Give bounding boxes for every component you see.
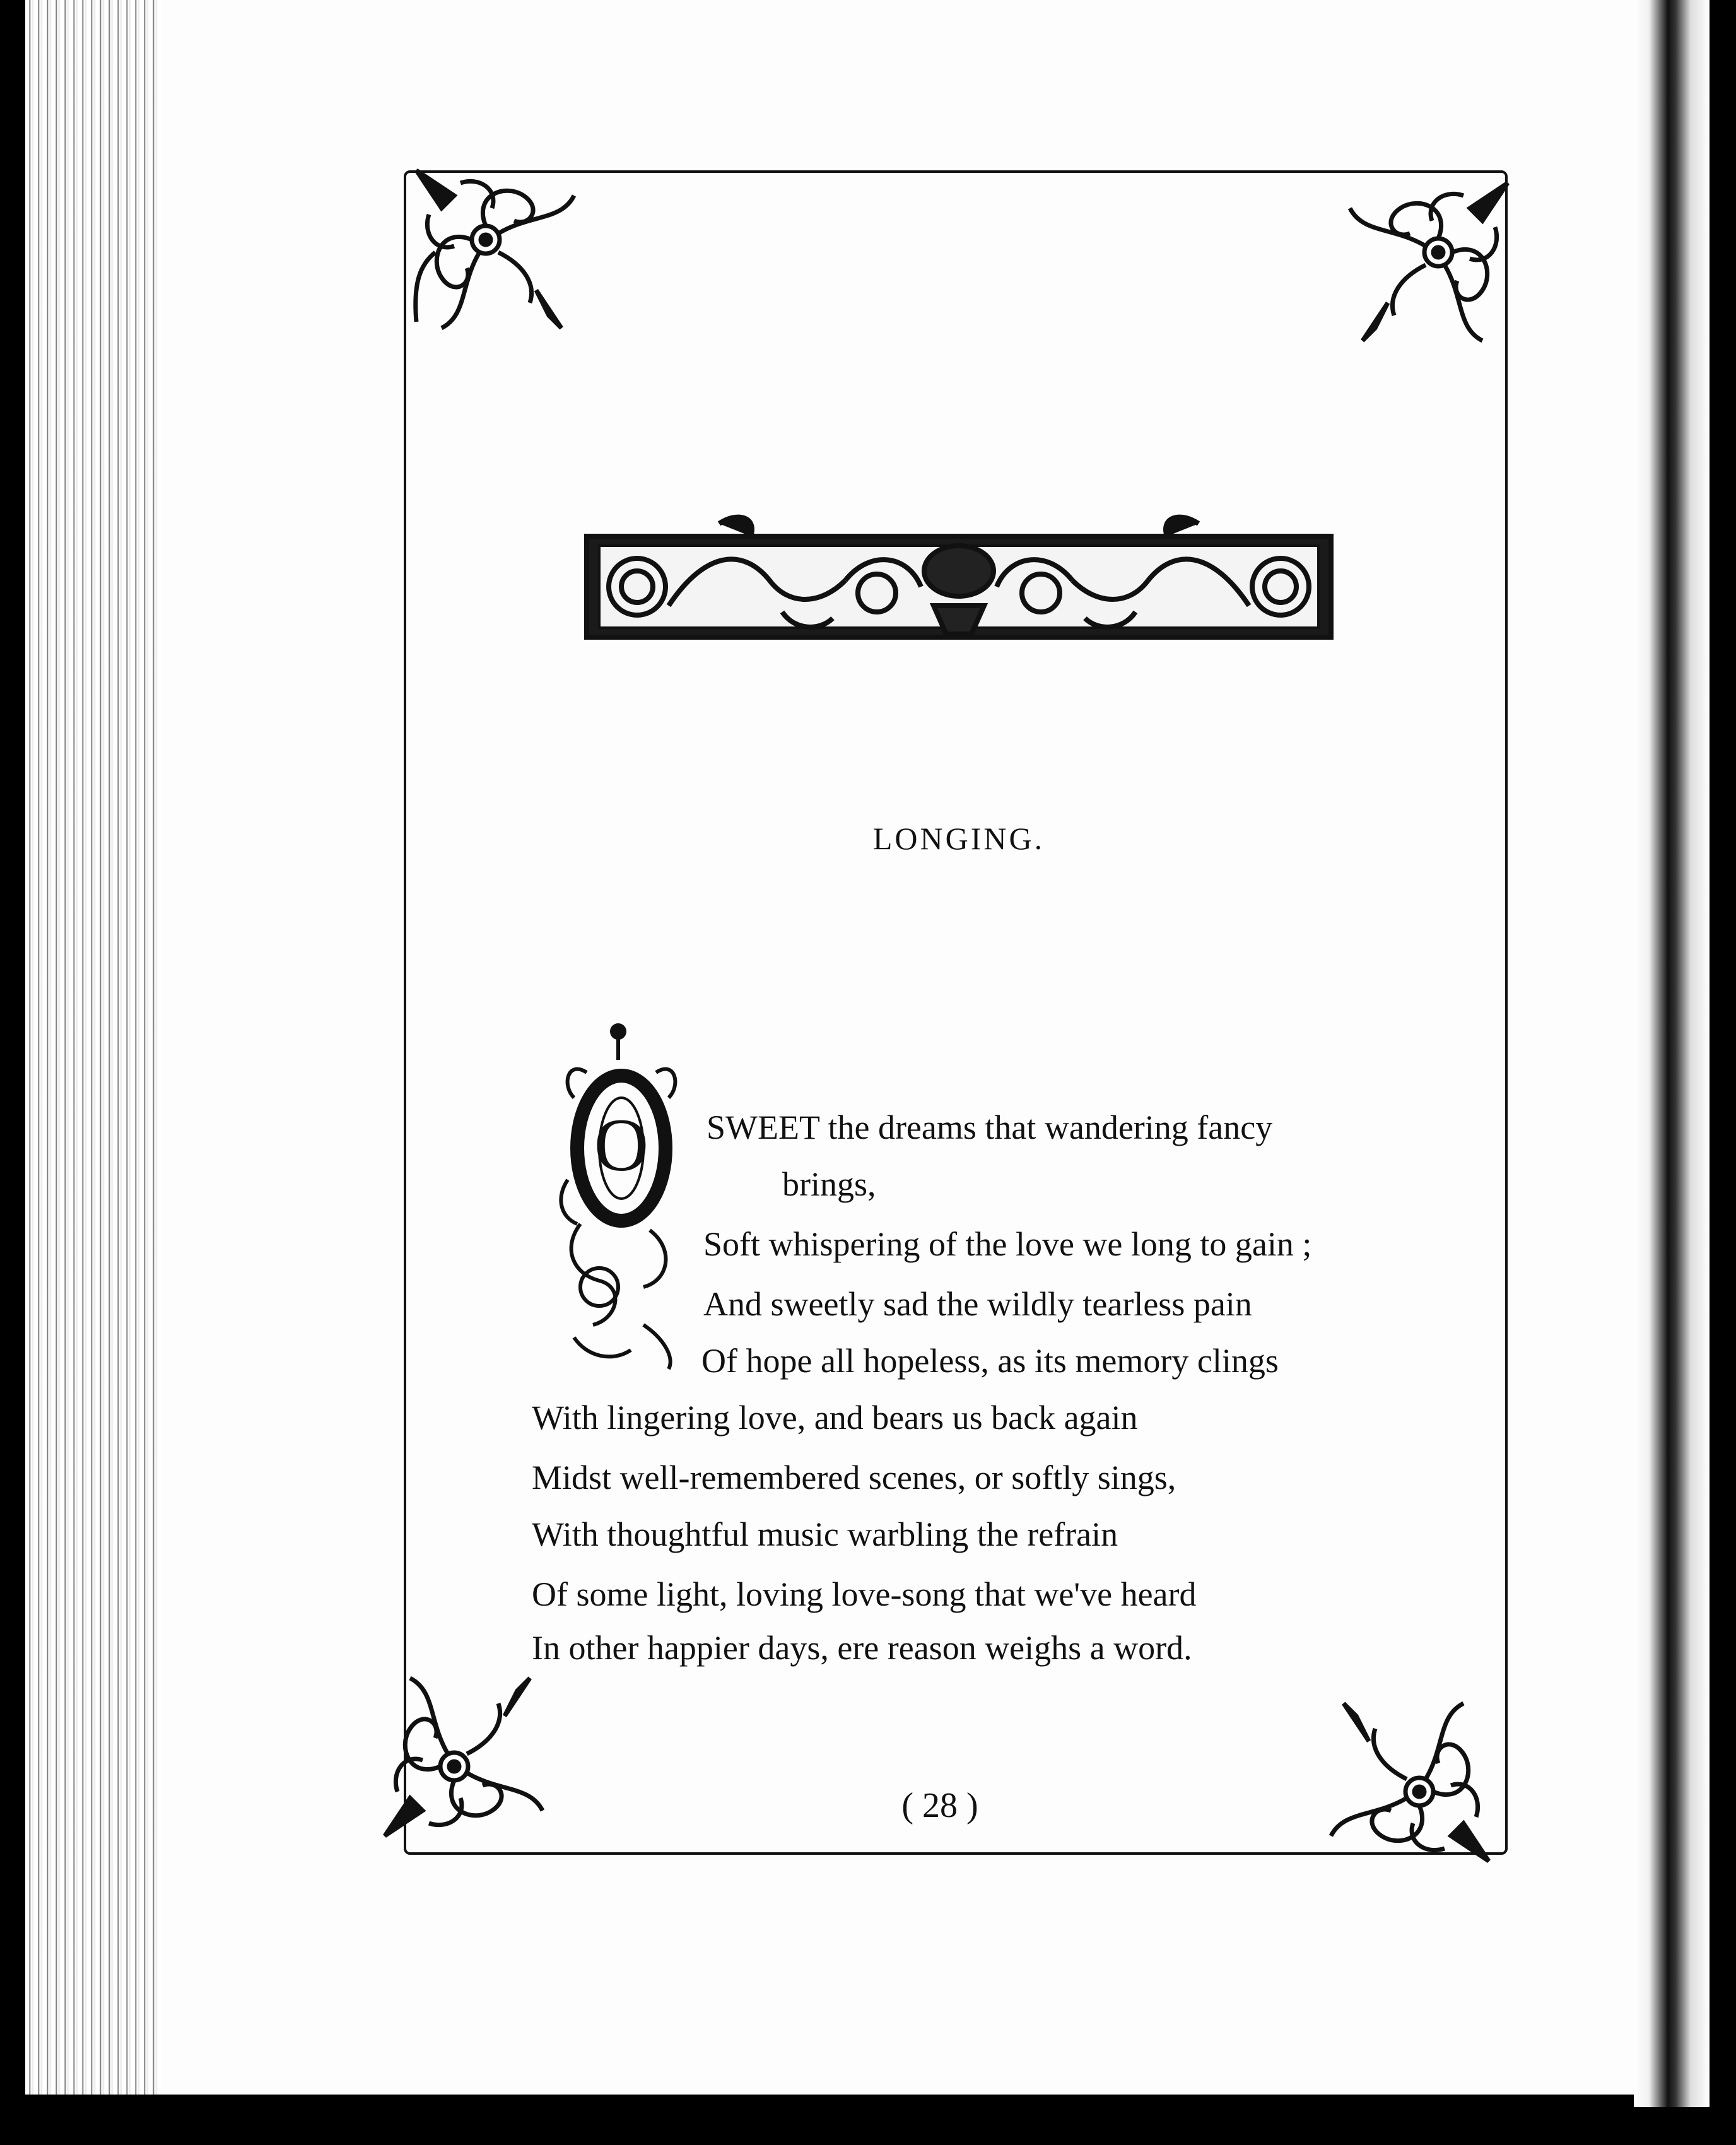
illuminated-initial	[549, 1022, 688, 1375]
right-binding-shadow	[1634, 0, 1710, 2107]
poem-line-6: With lingering love, and bears us back again	[532, 1399, 1138, 1437]
poem-line-10: In other happier days, ere reason weighs a word.	[532, 1629, 1192, 1667]
poem-line-4: And sweetly sad the wildly tearless pain	[703, 1285, 1252, 1323]
left-page-edges	[25, 0, 167, 2095]
initial-letter: O	[594, 1103, 649, 1187]
poem-line-7: Midst well-remembered scenes, or softly sings,	[532, 1459, 1176, 1496]
corner-ornament-top-left	[404, 158, 587, 341]
poem-line-9: Of some light, loving love-song that we've heard	[532, 1575, 1197, 1613]
poem-line-1: SWEET the dreams that wandering fancy	[707, 1108, 1273, 1146]
corner-ornament-bottom-left	[372, 1666, 555, 1848]
poem-line-2: brings,	[782, 1165, 876, 1203]
poem-line-8: With thoughtful music warbling the refrain	[532, 1515, 1118, 1553]
corner-ornament-bottom-right	[1318, 1691, 1501, 1874]
page-number: ( 28 )	[901, 1786, 978, 1825]
headpiece-ornament	[580, 511, 1337, 644]
poem-line-5: Of hope all hopeless, as its memory clings	[701, 1342, 1279, 1380]
poem-title: LONGING.	[872, 821, 1045, 856]
corner-ornament-top-right	[1337, 170, 1520, 353]
poem-line-3: Soft whispering of the love we long to gain ;	[703, 1225, 1312, 1263]
